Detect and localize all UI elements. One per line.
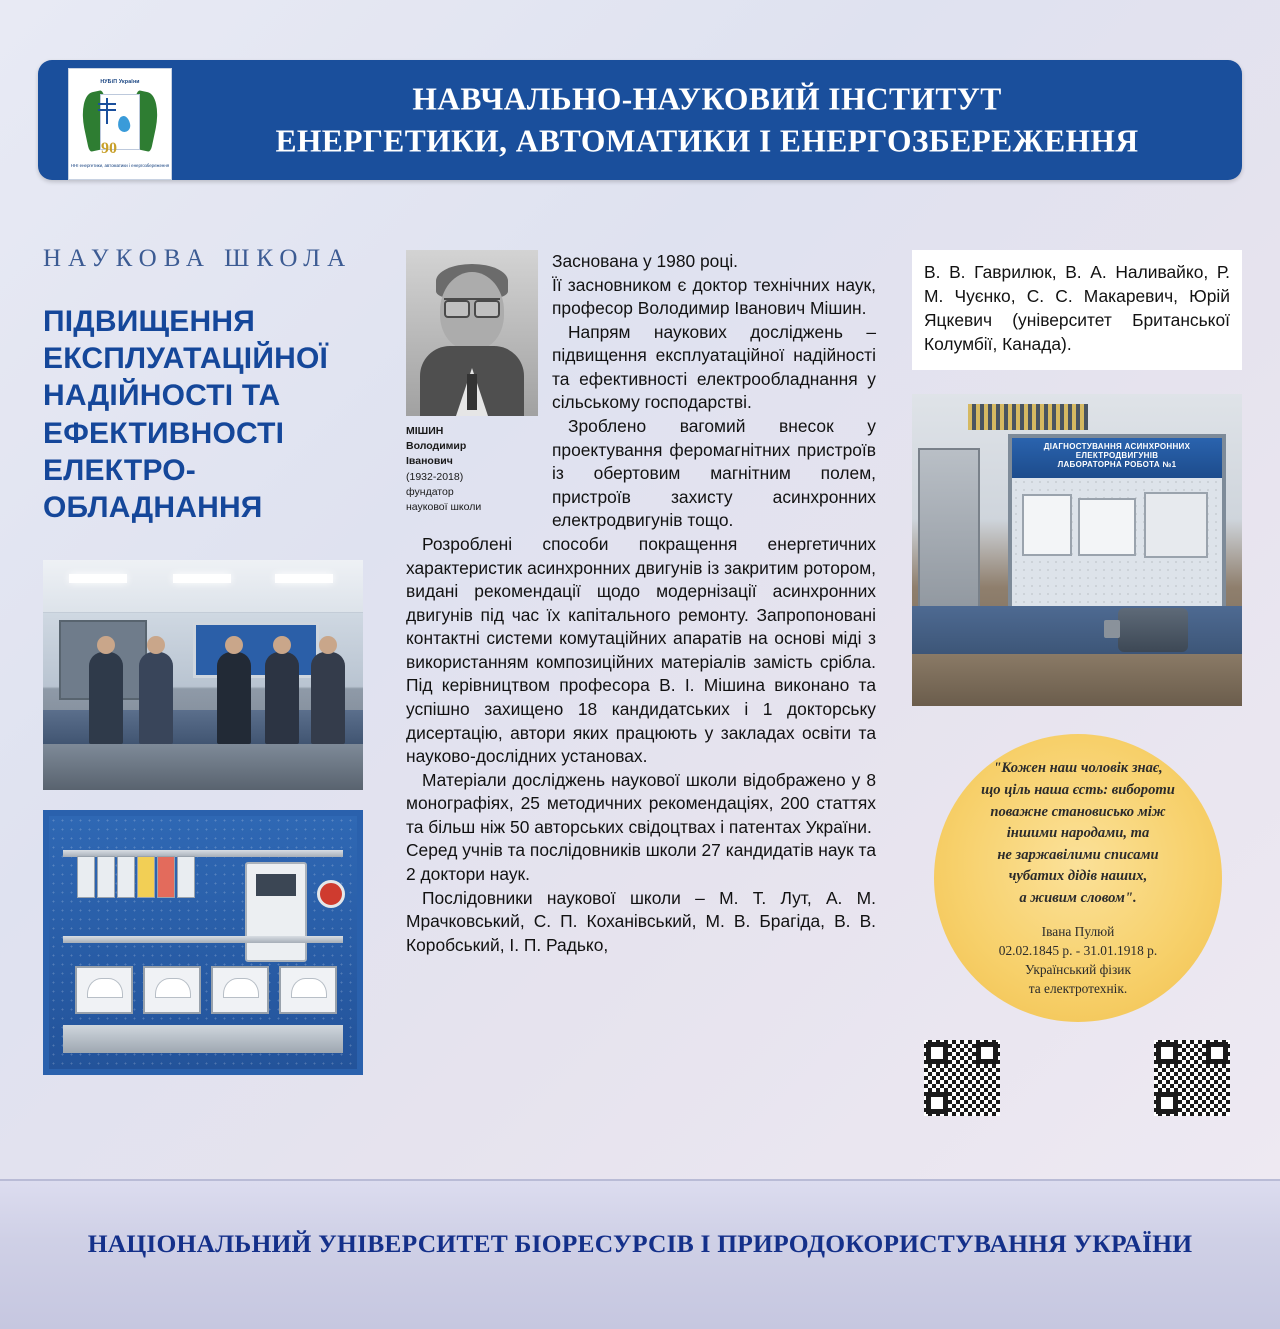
circuit-breaker bbox=[117, 856, 135, 898]
right-column bbox=[912, 250, 1242, 1116]
middle-column bbox=[406, 250, 876, 957]
quote-attribution bbox=[999, 922, 1157, 998]
circuit-breaker bbox=[177, 856, 195, 898]
article-paragraph: Матеріали досліджень наукової школи відображено у 8 монографіях, 25 методичних рекомендаціях, 200 статтях та більш ніж 50 авторських свідоцтвах і патентах України. bbox=[406, 769, 876, 837]
portrait-mishyn-photo bbox=[406, 250, 538, 416]
article-paragraph: Напрям наукових досліджень – підвищення експлуатаційної надійності та ефективності електрообладнання у сільському господарстві. bbox=[552, 321, 876, 413]
person-figure bbox=[139, 652, 173, 744]
portrait-years: (1932-2018) bbox=[406, 470, 464, 483]
pylon-arm-upper bbox=[98, 103, 116, 105]
circuit-breaker bbox=[137, 856, 155, 898]
qr-finder-bottom-left bbox=[1156, 1092, 1178, 1114]
portrait-block bbox=[406, 250, 538, 515]
analog-meter bbox=[75, 966, 133, 1014]
poster-header bbox=[38, 60, 1242, 180]
article-paragraph: Її засновником є доктор технічних наук, професор Володимир Іванович Мішин. bbox=[552, 274, 876, 319]
electric-motor bbox=[1118, 608, 1188, 652]
poster-footer bbox=[0, 1179, 1280, 1329]
equipment-cabinet bbox=[918, 448, 980, 620]
analog-meter bbox=[143, 966, 201, 1014]
portrait-caption bbox=[406, 424, 538, 515]
photo-floor bbox=[43, 744, 363, 790]
pylon-arm-lower bbox=[98, 109, 116, 111]
analog-meter bbox=[279, 966, 337, 1014]
stand-device bbox=[1022, 494, 1072, 556]
qr-code-2[interactable] bbox=[1154, 1040, 1230, 1116]
emergency-stop-button bbox=[317, 880, 345, 908]
diagnostics-stand-photo bbox=[912, 394, 1242, 706]
quote-circle bbox=[934, 734, 1222, 1022]
quote-line5: не заржавілими списами bbox=[997, 846, 1159, 863]
portrait-tie bbox=[467, 374, 477, 410]
analog-meter bbox=[211, 966, 269, 1014]
stand-banner-line2: ЕЛЕКТРОДВИГУНІВ bbox=[1075, 451, 1159, 461]
stand-banner-line1: ДІАГНОСТУВАННЯ АСИНХРОННИХ bbox=[1043, 442, 1191, 452]
power-pylon-icon bbox=[106, 98, 108, 124]
portrait-firstname: Володимир bbox=[406, 440, 467, 453]
quote-line6: чубатих дідів наших, bbox=[1008, 868, 1148, 885]
university-name: НАЦІОНАЛЬНИЙ УНІВЕРСИТЕТ БІОРЕСУРСІВ І ПРИРОДОКОРИСТУВАННЯ УКРАЇНИ bbox=[87, 1229, 1193, 1258]
din-rail bbox=[63, 936, 343, 943]
frequency-converter bbox=[245, 862, 307, 962]
stand-banner-line3: ЛАБОРАТОРНА РОБОТА №1 bbox=[1057, 460, 1177, 470]
electrical-panel-photo bbox=[43, 810, 363, 1075]
quote-author: Івана Пулюй bbox=[1041, 923, 1115, 939]
stand-device bbox=[1078, 498, 1136, 556]
logo-bottom-text: ННІ енергетики, автоматики і енергозбереження bbox=[70, 163, 170, 169]
portrait-patronymic: Іванович bbox=[406, 455, 453, 468]
poster-content bbox=[38, 195, 1242, 1180]
header-inner bbox=[38, 60, 1242, 180]
quote-line4: іншими народами, та bbox=[1006, 825, 1150, 842]
circuit-breaker bbox=[77, 856, 95, 898]
person-figure bbox=[217, 652, 251, 744]
authors-continued-box bbox=[912, 250, 1242, 370]
ceiling-light bbox=[69, 574, 127, 583]
stand-device bbox=[1144, 492, 1208, 558]
school-title: ПІДВИЩЕННЯ ЕКСПЛУАТАЦІЙНОЇ НАДІЙНОСТІ ТА ЕФЕКТИВНОСТІ ЕЛЕКТРО-ОБЛАДНАННЯ bbox=[43, 305, 328, 524]
stand-table bbox=[912, 606, 1242, 654]
quote-text bbox=[981, 758, 1175, 909]
qr-code-1[interactable] bbox=[924, 1040, 1000, 1116]
lab-stand-panel bbox=[1008, 434, 1226, 618]
quote-line2: що ціль наша єсть: вибороти bbox=[981, 782, 1175, 799]
logo-emblem-icon bbox=[81, 86, 159, 162]
person-figure bbox=[311, 652, 345, 744]
portrait-role-line1: фундатор bbox=[406, 485, 454, 498]
circuit-breaker bbox=[157, 856, 175, 898]
glasses-icon bbox=[444, 298, 500, 314]
terminal-block bbox=[63, 1025, 343, 1053]
person-figure bbox=[89, 652, 123, 744]
article-paragraph: Розроблені способи покращення енергетичних характеристик асинхронних двигунів із закритим ротором, видані рекомендації щодо модернізації асинхронних двигунів під час їх капітального ремонту. Запропоновані контактні системи комутаційних апаратів на основі міді з використанням композиційних матеріалів замість срібла. Під керівництвом професора В. І. Мішина виконано та успішно захищено 18 кандидатських і 1 докторську дисертацію, автори яких працюють у закладах освіти та науково-дослідних установах. bbox=[406, 533, 876, 767]
stand-floor bbox=[912, 654, 1242, 706]
ceiling-light bbox=[173, 574, 231, 583]
quote-role-line1: Український фізик bbox=[1025, 961, 1131, 977]
nubip-logo bbox=[68, 68, 172, 180]
qr-code-row bbox=[912, 1040, 1242, 1116]
anniversary-badge: 90 bbox=[101, 140, 117, 158]
institute-title bbox=[198, 78, 1216, 161]
quote-line3: поважне становисько між bbox=[990, 803, 1166, 820]
authors-continued-text: В. В. Гаврилюк, В. А. Наливайко, Р. М. Чуєнко, С. С. Макаревич, Юрій Яцкевич (університет Британської Колумбії, Канада). bbox=[924, 262, 1230, 355]
quote-line1: "Кожен наш чоловік знає, bbox=[993, 760, 1163, 777]
wall-board bbox=[193, 622, 319, 678]
cable-bundle bbox=[968, 404, 1088, 430]
lab-room-photo bbox=[43, 560, 363, 790]
quote-role-line2: та електротехнік. bbox=[1028, 980, 1128, 996]
article-paragraph: Заснована у 1980 році. bbox=[552, 251, 739, 271]
article-paragraph: Послідовники наукової школи – М. Т. Лут, А. М. Мрачковський, С. П. Коханівський, М. В. Брагіда, В. В. Коробський, І. П. Радько, bbox=[406, 887, 876, 955]
ceiling-light bbox=[275, 574, 333, 583]
left-column bbox=[38, 195, 386, 1075]
article-paragraph: Серед учнів та послідовників школи 27 кандидатів наук та 2 доктори наук. bbox=[406, 840, 876, 885]
logo-top-text: НУБіП України bbox=[100, 79, 140, 86]
portrait-surname: МІШИН bbox=[406, 425, 444, 437]
circuit-breaker bbox=[97, 856, 115, 898]
institute-title-line2: ЕНЕРГЕТИКИ, АВТОМАТИКИ І ЕНЕРГОЗБЕРЕЖЕННЯ bbox=[275, 123, 1139, 158]
perforated-backplate bbox=[49, 816, 357, 1069]
qr-finder-bottom-left bbox=[926, 1092, 948, 1114]
institute-title-line1: НАВЧАЛЬНО-НАУКОВИЙ ІНСТИТУТ bbox=[412, 81, 1002, 117]
stand-banner bbox=[1012, 438, 1222, 478]
article-paragraph: Зроблено вагомий внесок у проектування феромагнітних пристроїв із обертовим магнітним полем, пристроїв захисту асинхронних електродвигунів тощо. bbox=[552, 416, 876, 531]
person-figure bbox=[265, 652, 299, 744]
section-kicker: НАУКОВА ШКОЛА bbox=[43, 245, 353, 272]
portrait-role-line2: наукової школи bbox=[406, 501, 482, 514]
photo-ceiling bbox=[43, 560, 363, 613]
quote-dates: 02.02.1845 р. - 31.01.1918 р. bbox=[998, 942, 1158, 958]
quote-line7: а живим словом". bbox=[1019, 889, 1137, 906]
